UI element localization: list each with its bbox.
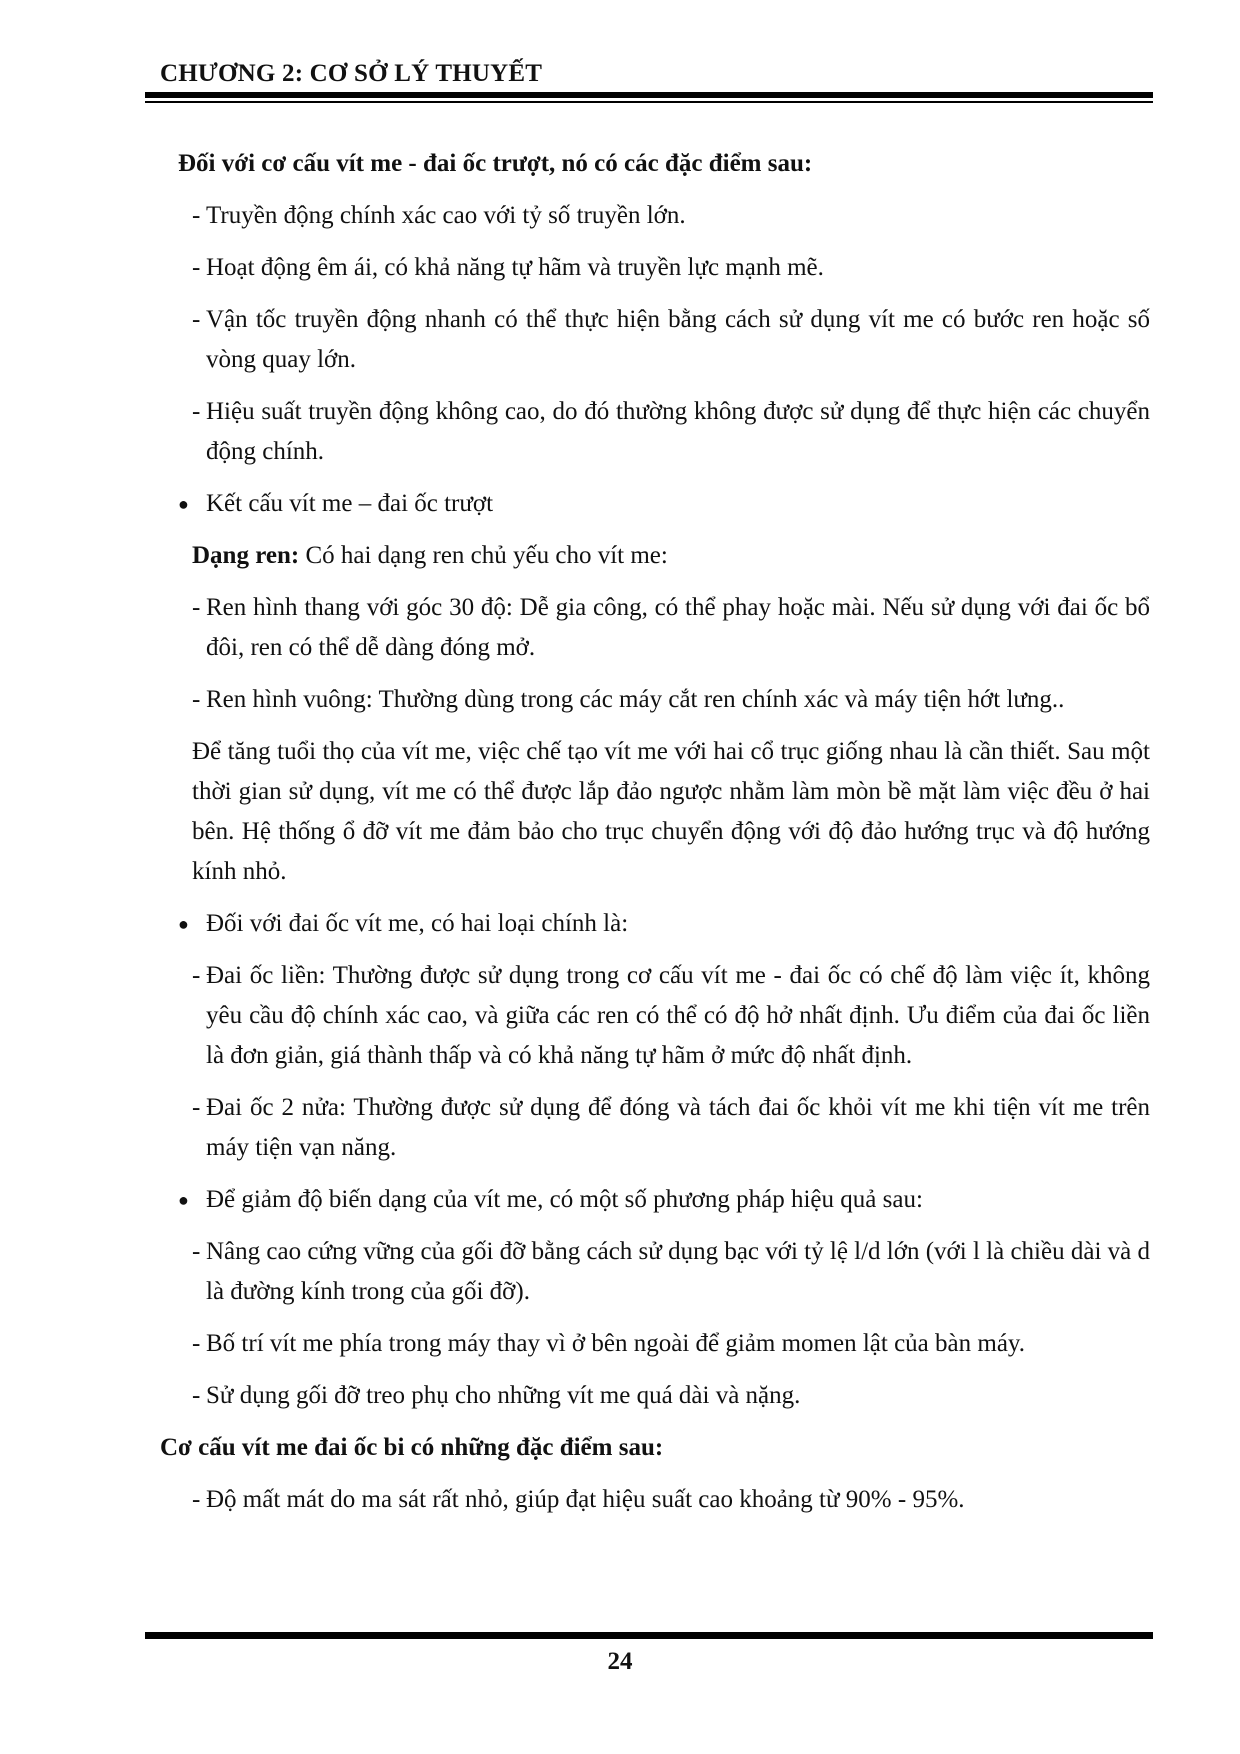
list-item [192, 248, 1150, 288]
thread-type-label: Dạng ren: [192, 542, 300, 569]
bullet-icon: ● [178, 914, 189, 934]
list-item-text: Bố trí vít me phía trong máy thay vì ở bên ngoài để giảm momen lật của bàn máy. [206, 1330, 1026, 1357]
bullet-text: Để giảm độ biến dạng của vít me, có một số phương pháp hiệu quả sau: [206, 1186, 923, 1213]
dash-marker: - [192, 398, 201, 425]
bullet-text: Đối với đai ốc vít me, có hai loại chính là: [206, 910, 629, 937]
list-item [192, 956, 1150, 1076]
paragraph-screw-lifetime: Để tăng tuổi thọ của vít me, việc chế tạo vít me với hai cổ trục giống nhau là cần thiết. Sau một thời gian sử dụng, vít me có thể được lắp đảo ngược nhằm làm mòn bề mặt làm việc đều ở hai bên. Hệ thống ổ đỡ vít me đảm bảo cho trục chuyển động với độ đảo hướng trục và độ hướng kính nhỏ. [192, 738, 1150, 885]
header-rule-thin [145, 101, 1153, 103]
list-item-text: Hiệu suất truyền động không cao, do đó thường không được sử dụng để thực hiện các chuyển động chính. [206, 398, 1150, 465]
list-item-text: Vận tốc truyền động nhanh có thể thực hiện bằng cách sử dụng vít me có bước ren hoặc số vòng quay lớn. [206, 306, 1150, 373]
list-item-text: Hoạt động êm ái, có khả năng tự hãm và truyền lực mạnh mẽ. [206, 254, 824, 281]
dash-marker: - [192, 1330, 201, 1357]
section-heading-sliding-screw: Đối với cơ cấu vít me - đai ốc trượt, nó có các đặc điểm sau: [178, 150, 813, 177]
dash-marker: - [192, 1382, 201, 1409]
list-item [192, 680, 1150, 720]
bullet-item-nut-types [178, 904, 1150, 944]
dash-marker: - [192, 1238, 201, 1265]
dash-marker: - [192, 202, 201, 229]
dash-marker: - [192, 306, 201, 333]
bullet-item-deformation [178, 1180, 1150, 1220]
list-item-text: Độ mất mát do ma sát rất nhỏ, giúp đạt hiệu suất cao khoảng từ 90% - 95%. [206, 1486, 965, 1513]
bullet-icon: ● [178, 1190, 189, 1210]
list-item [192, 1480, 1150, 1520]
list-item [192, 300, 1150, 380]
list-item-text: Ren hình thang với góc 30 độ: Dễ gia công, có thể phay hoặc mài. Nếu sử dụng với đai ốc bổ đôi, ren có thể dễ dàng đóng mở. [206, 594, 1150, 661]
thread-type-line [192, 536, 1150, 576]
list-item [192, 392, 1150, 472]
list-item-text: Đai ốc liền: Thường được sử dụng trong cơ cấu vít me - đai ốc có chế độ làm việc ít, không yêu cầu độ chính xác cao, và giữa các ren có thể có độ hở nhất định. Ưu điểm của đai ốc liền là đơn giản, giá thành thấp và có khả năng tự hãm ở mức độ nhất định. [206, 962, 1150, 1069]
bullet-text: Kết cấu vít me – đai ốc trượt [206, 490, 494, 517]
page-number: 24 [607, 1648, 633, 1675]
thread-type-text: Có hai dạng ren chủ yếu cho vít me: [299, 542, 668, 569]
dash-marker: - [192, 1486, 201, 1513]
bullet-item-structure [178, 484, 1150, 524]
list-item-text: Truyền động chính xác cao với tỷ số truyền lớn. [206, 202, 686, 229]
page-content [160, 144, 1150, 1532]
footer-rule [145, 1632, 1153, 1639]
list-item [192, 1088, 1150, 1168]
header-rule-thick [145, 92, 1153, 98]
dash-marker: - [192, 594, 201, 621]
chapter-header: CHƯƠNG 2: CƠ SỞ LÝ THUYẾT [160, 60, 543, 87]
list-item-text: Sử dụng gối đỡ treo phụ cho những vít me quá dài và nặng. [206, 1382, 801, 1409]
list-item-text: Đai ốc 2 nửa: Thường được sử dụng để đóng và tách đai ốc khỏi vít me khi tiện vít me trên máy tiện vạn năng. [206, 1094, 1150, 1161]
list-item-text: Ren hình vuông: Thường dùng trong các máy cắt ren chính xác và máy tiện hớt lưng.. [206, 686, 1065, 713]
section-heading-ball-screw: Cơ cấu vít me đai ốc bi có những đặc điểm sau: [160, 1434, 664, 1461]
list-item [192, 1376, 1150, 1416]
list-item-text: Nâng cao cứng vững của gối đỡ bằng cách sử dụng bạc với tỷ lệ l/d lớn (với l là chiều dài và d là đường kính trong của gối đỡ). [206, 1238, 1150, 1305]
bullet-icon: ● [178, 494, 189, 514]
list-item [192, 1324, 1150, 1364]
dash-marker: - [192, 962, 201, 989]
list-item [192, 588, 1150, 668]
dash-marker: - [192, 1094, 201, 1121]
list-item [192, 1232, 1150, 1312]
list-item [192, 196, 1150, 236]
dash-marker: - [192, 254, 201, 281]
dash-marker: - [192, 686, 201, 713]
